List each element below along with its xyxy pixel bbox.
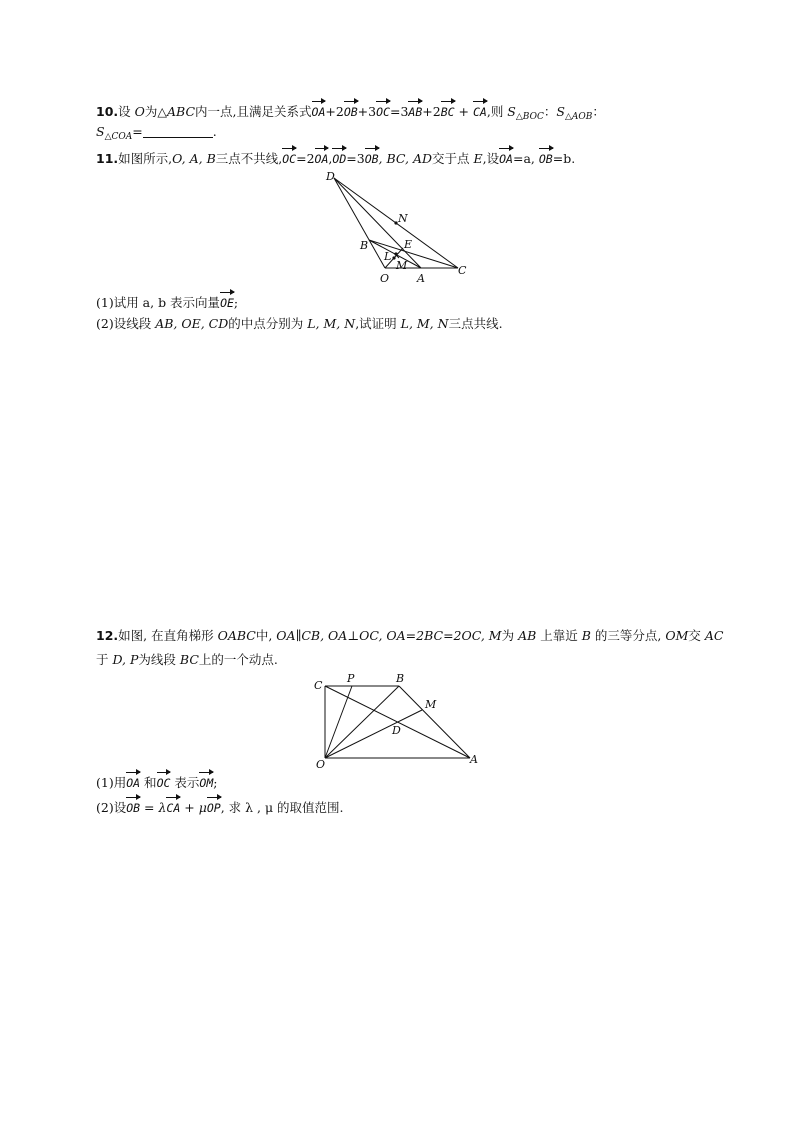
vector-om: OM — [199, 771, 213, 792]
line-om — [325, 710, 422, 758]
label-p: P — [347, 672, 355, 685]
coef: =3 — [389, 104, 409, 119]
q11-point-e: E — [473, 151, 483, 166]
q11-text: 交于点 — [432, 151, 474, 166]
q11-midpoints: L, M, N — [400, 316, 449, 331]
equals: = — [132, 124, 143, 139]
q12-seg-ac: AC — [704, 628, 724, 643]
q11-midpoints: L, M, N — [307, 316, 356, 331]
q12-part2-text: (2)设 — [96, 800, 127, 815]
q12-part1-text: (1)用 — [96, 775, 127, 790]
vector-oe: OE — [220, 291, 234, 312]
punct: ; — [213, 775, 218, 790]
point-l — [394, 252, 397, 255]
q10-triangle: ABC — [167, 104, 196, 119]
q12-mu: + μ — [180, 800, 207, 815]
vector-od: OD — [332, 147, 346, 168]
label-c: C — [314, 679, 323, 692]
q11-part1-text: (1)试用 a, b 表示向量 — [96, 295, 221, 310]
q12-seg-om: OM — [665, 628, 689, 643]
q12-lambda: = λ — [140, 800, 167, 815]
vector-oc: OC — [376, 100, 390, 121]
q10-text: 设 — [118, 104, 135, 119]
label-n: N — [398, 212, 408, 225]
q12-line2 — [96, 651, 278, 669]
q10-text: 为△ — [144, 104, 168, 119]
q12-part1-text: 表示 — [170, 775, 200, 790]
q12-text: 上的一个动点. — [198, 652, 278, 667]
label-b: B — [360, 239, 369, 252]
vector-oa: OA — [315, 147, 329, 168]
vector-bc: BC — [441, 100, 455, 121]
coef: , — [328, 151, 333, 166]
q12-text: 于 — [96, 652, 113, 667]
label-m: M — [396, 259, 408, 272]
q10-line2: $S_{\triangle COA}=$ . — [96, 124, 217, 142]
q11-part2-text: (2)设线段 — [96, 316, 156, 331]
line-ba — [399, 686, 470, 758]
q12-conditions: OA∥CB, OA⊥OC, OA=2BC=2OC, M — [276, 628, 502, 643]
q12-seg-ab: AB — [518, 628, 537, 643]
vector-ob: OB — [344, 100, 358, 121]
q12-text: 的三等分点, — [590, 628, 666, 643]
coef: + — [454, 104, 473, 119]
q12-points-dp: D, P — [112, 652, 139, 667]
q12-text: 交 — [688, 628, 705, 643]
ratio-colon: ： — [543, 104, 557, 119]
area-symbol: S — [507, 104, 516, 119]
line-ob — [325, 686, 399, 758]
q11-part2-text: 三点共线. — [448, 316, 503, 331]
q11-figure — [320, 168, 480, 288]
vector-ob: OB — [539, 147, 553, 168]
q12-number: 12. — [96, 628, 119, 643]
coef: +3 — [357, 104, 377, 119]
vector-oa: OA — [312, 100, 326, 121]
q12-point-b: B — [581, 628, 591, 643]
label-m: M — [425, 698, 437, 711]
coef: =a, — [512, 151, 539, 166]
area-sub: △AOB — [564, 112, 593, 122]
q12-text: 中, — [255, 628, 277, 643]
label-c: C — [458, 264, 467, 277]
q11-part2-text: 的中点分别为 — [228, 316, 308, 331]
answer-blank[interactable] — [143, 125, 213, 138]
vector-ob: OB — [365, 147, 379, 168]
q12-text: 为线段 — [138, 652, 180, 667]
q10-text: 内一点,且满足关系式 — [195, 104, 312, 119]
vector-op: OP — [207, 796, 221, 817]
q10-number: 10. — [96, 104, 119, 119]
q12-line1 — [96, 627, 724, 645]
vector-ob: OB — [126, 796, 140, 817]
area-symbol: S — [96, 124, 105, 139]
q12-text: 如图, 在直角梯形 — [118, 628, 218, 643]
area-sub: △COA — [104, 132, 133, 142]
q12-trapezoid: OABC — [217, 628, 256, 643]
label-a: A — [470, 753, 478, 766]
label-o: O — [316, 758, 326, 771]
q12-part2 — [96, 796, 344, 817]
q12-text: 上靠近 — [536, 628, 582, 643]
q11-part2-text: ,试证明 — [355, 316, 401, 331]
label-e: E — [404, 238, 413, 251]
coef: =2 — [296, 151, 315, 166]
q12-part2-text: , 求 λ , μ 的取值范围. — [220, 800, 344, 815]
q11-segments: AB, OE, CD — [155, 316, 229, 331]
q11-part2 — [96, 315, 503, 333]
q11-text: 如图所示, — [118, 151, 173, 166]
vector-ca: CA — [166, 796, 180, 817]
q11-text: ,设 — [482, 151, 500, 166]
q11-part1 — [96, 291, 238, 312]
q11-number: 11. — [96, 151, 119, 166]
label-d: D — [326, 170, 335, 183]
vector-ca: CA — [473, 100, 487, 121]
area-sub: △BOC — [515, 112, 544, 122]
ratio-colon: ： — [592, 104, 605, 119]
coef: =b. — [552, 151, 576, 166]
coef: +2 — [422, 104, 441, 119]
label-b: B — [396, 672, 405, 685]
q12-part1-text: 和 — [140, 775, 157, 790]
vector-oc: OC — [157, 771, 171, 792]
q12-text: 为 — [501, 628, 519, 643]
q11-line1 — [96, 147, 575, 168]
vector-oa: OA — [126, 771, 140, 792]
vector-oa: OA — [499, 147, 513, 168]
label-l: L — [384, 250, 392, 263]
coef: =3 — [346, 151, 365, 166]
area-symbol: S — [556, 104, 565, 119]
q12-part1 — [96, 771, 217, 792]
q11-points: O, A, B — [172, 151, 216, 166]
q12-figure — [312, 672, 487, 772]
vector-oc: OC — [282, 147, 296, 168]
vector-ab: AB — [408, 100, 422, 121]
label-a: A — [417, 272, 425, 285]
label-o: O — [380, 272, 390, 285]
q10-text: ,则 — [486, 104, 508, 119]
q12-seg-bc: BC — [179, 652, 199, 667]
punct: ; — [233, 295, 239, 310]
coef: +2 — [325, 104, 344, 119]
q11-text: 三点不共线, — [215, 151, 283, 166]
label-d: D — [392, 724, 401, 737]
q10-point-o: O — [134, 104, 145, 119]
q11-lines: , BC, AD — [378, 151, 433, 166]
